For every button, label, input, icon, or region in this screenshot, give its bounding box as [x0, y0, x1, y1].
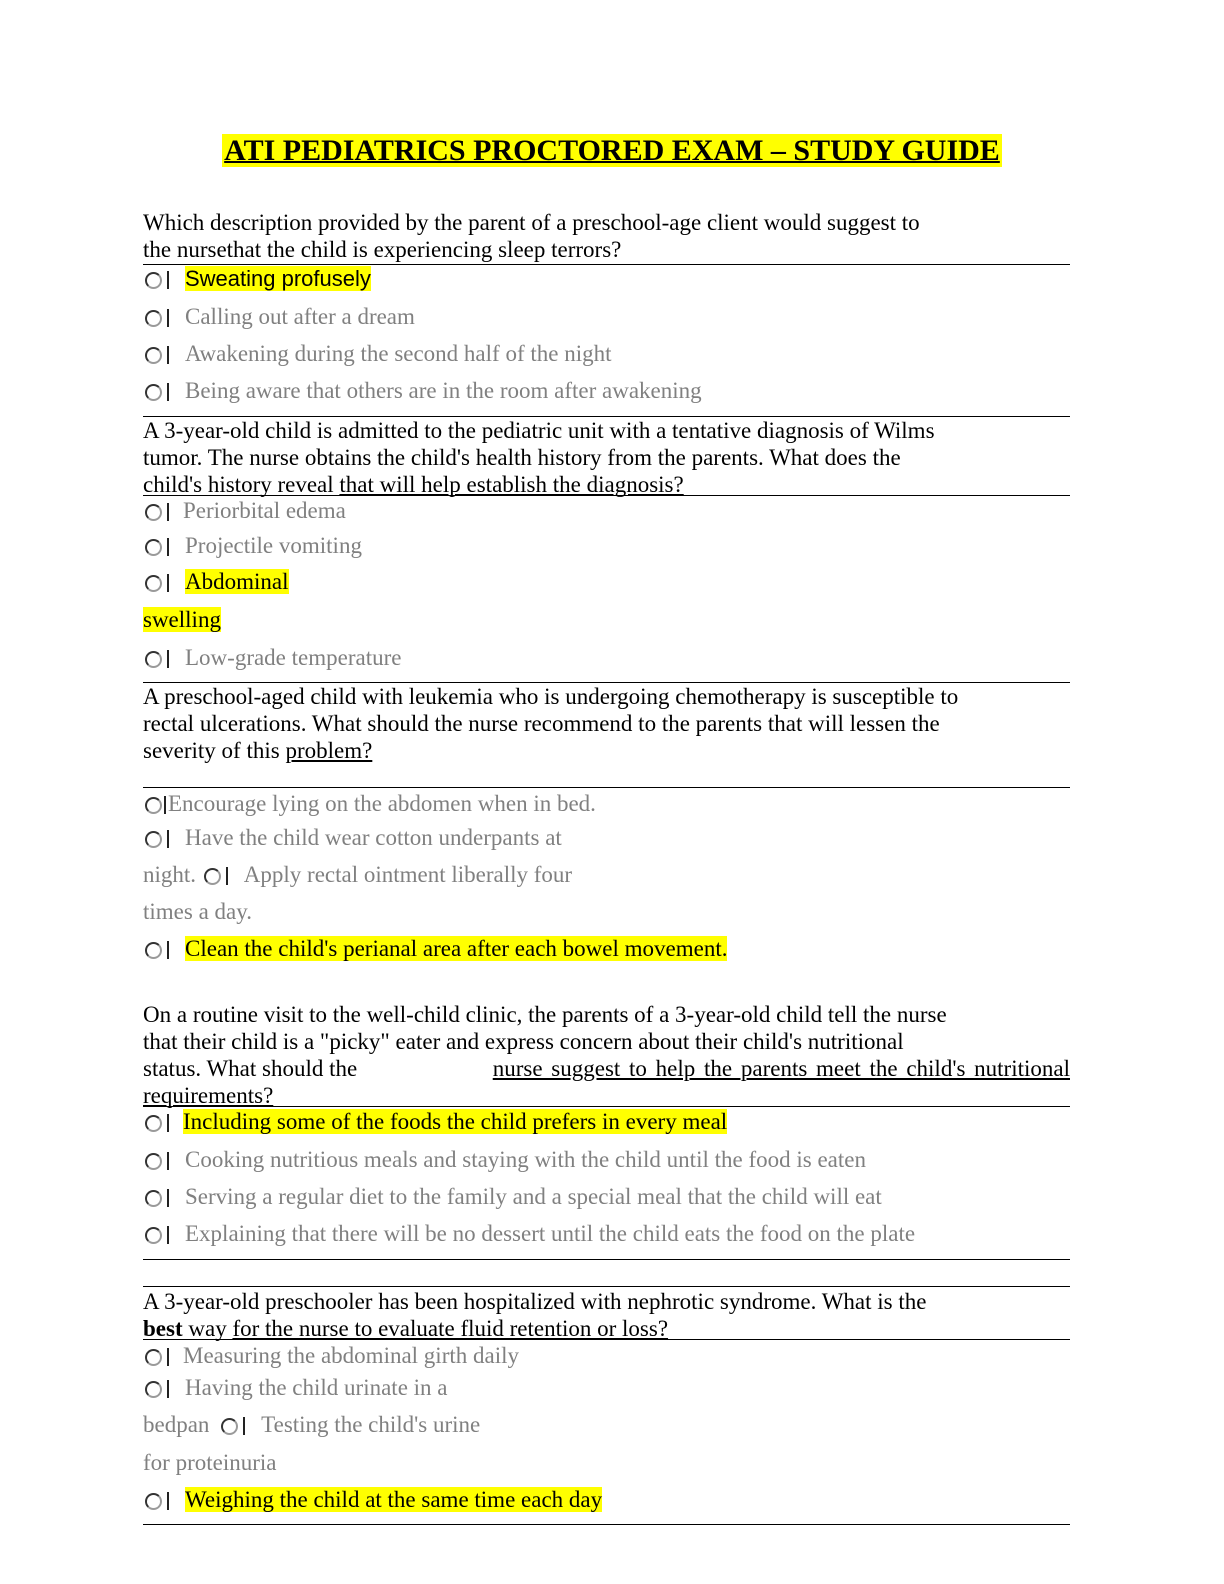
divider [143, 1106, 1070, 1107]
radio-icon[interactable] [145, 1153, 162, 1170]
cursor-bar-icon [167, 383, 169, 401]
answer-option[interactable] [145, 378, 702, 404]
radio-icon[interactable] [145, 310, 162, 327]
radio-icon[interactable] [145, 1381, 162, 1398]
question-5-line-1: A 3-year-old preschooler has been hospitalized with nephrotic syndrome. What is the [143, 1289, 927, 1314]
answer-option[interactable] [145, 304, 415, 330]
answer-text-correct: Sweating profusely [185, 266, 371, 291]
cursor-bar-icon [167, 1189, 169, 1207]
radio-icon[interactable] [145, 797, 162, 814]
question-4-line-4: requirements? [143, 1083, 274, 1108]
question-text: child's history reveal [143, 472, 340, 497]
radio-icon[interactable] [204, 868, 221, 885]
answer-text: Measuring the abdominal girth daily [183, 1343, 519, 1368]
radio-icon[interactable] [145, 384, 162, 401]
answer-text-correct: Abdominal [185, 569, 289, 594]
answer-option[interactable] [145, 645, 401, 671]
question-text-underlined: that will help establish the diagnosis? [339, 472, 684, 497]
question-2-line-3 [143, 471, 684, 498]
divider [143, 1524, 1070, 1525]
cursor-bar-icon [167, 309, 169, 327]
answer-option[interactable] [145, 1221, 915, 1247]
cursor-bar-icon [167, 271, 169, 289]
cursor-bar-icon [167, 650, 169, 668]
question-text: way [182, 1316, 233, 1341]
divider [143, 1286, 1070, 1287]
answer-text: Awakening during the second half of the night [185, 341, 612, 366]
answer-option[interactable] [145, 569, 289, 595]
radio-icon[interactable] [145, 347, 162, 364]
question-text-underlined: nurse suggest to help the parents meet the child's nutritional [492, 1056, 1070, 1081]
radio-icon[interactable] [145, 651, 162, 668]
answer-text: Being aware that others are in the room after awakening [185, 378, 702, 403]
question-2-line-1: A 3-year-old child is admitted to the pediatric unit with a tentative diagnosis of Wilms [143, 418, 935, 443]
answer-text: Have the child wear cotton underpants at [185, 825, 562, 850]
cursor-bar-icon [243, 1417, 245, 1435]
answer-option[interactable] [143, 862, 572, 888]
radio-icon[interactable] [145, 1349, 162, 1366]
cursor-bar-icon [226, 867, 228, 885]
answer-text-correct: Clean the child's perianal area after each bowel movement. [185, 936, 728, 961]
question-5-line-2 [143, 1315, 668, 1342]
cursor-bar-icon [167, 1152, 169, 1170]
answer-option[interactable] [145, 533, 362, 559]
cursor-bar-icon [167, 1492, 169, 1510]
question-4-line-1: On a routine visit to the well-child clinic, the parents of a 3-year-old child tell the nurse [143, 1002, 947, 1027]
answer-text: Apply rectal ointment liberally four [243, 862, 573, 887]
answer-option[interactable] [143, 1412, 480, 1438]
radio-icon[interactable] [221, 1418, 238, 1435]
answer-text: Testing the child's urine [261, 1412, 481, 1437]
page-title: ATI PEDIATRICS PROCTORED EXAM – STUDY GUIDE [224, 134, 1000, 167]
answer-text-correct: Weighing the child at the same time each day [185, 1487, 603, 1512]
answer-text: Encourage lying on the abdomen when in bed. [168, 791, 596, 816]
divider [143, 264, 1070, 265]
cursor-bar-icon [167, 1226, 169, 1244]
cursor-bar-icon [167, 1114, 169, 1132]
question-3-line-3 [143, 737, 372, 764]
divider [143, 787, 1070, 788]
radio-icon[interactable] [145, 272, 162, 289]
answer-text: Low-grade temperature [185, 645, 402, 670]
answer-text: Calling out after a dream [185, 304, 415, 329]
radio-icon[interactable] [145, 1115, 162, 1132]
answer-option[interactable] [145, 1184, 882, 1210]
answer-option[interactable] [145, 1375, 448, 1401]
answer-option[interactable] [145, 1487, 602, 1513]
cursor-bar-icon [164, 796, 166, 814]
radio-icon[interactable] [145, 942, 162, 959]
answer-text: Cooking nutritious meals and staying with the child until the food is eaten [185, 1147, 866, 1172]
radio-icon[interactable] [145, 575, 162, 592]
cursor-bar-icon [167, 830, 169, 848]
answer-option[interactable] [145, 1109, 727, 1135]
answer-text: night. [143, 862, 197, 887]
answer-text: Serving a regular diet to the family and a special meal that the child will eat [185, 1184, 882, 1209]
radio-icon[interactable] [145, 1493, 162, 1510]
question-4-line-3 [143, 1055, 1070, 1082]
answer-text: Having the child urinate in a [185, 1375, 448, 1400]
cursor-bar-icon [167, 538, 169, 556]
cursor-bar-icon [167, 503, 169, 521]
divider [143, 1259, 1070, 1260]
question-text: severity of this [143, 738, 286, 763]
question-text-bold: best [143, 1316, 183, 1341]
answer-text-correct: swelling [143, 607, 221, 632]
answer-text: Explaining that there will be no dessert until the child eats the food on the plate [185, 1221, 916, 1246]
cursor-bar-icon [167, 1348, 169, 1366]
answer-option[interactable] [145, 1343, 519, 1369]
answer-option[interactable] [145, 498, 346, 524]
radio-icon[interactable] [145, 1227, 162, 1244]
cursor-bar-icon [167, 941, 169, 959]
cursor-bar-icon [167, 1380, 169, 1398]
answer-text: Periorbital edema [183, 498, 346, 523]
question-text-underlined: for the nurse to evaluate fluid retention or loss? [232, 1316, 669, 1341]
radio-icon[interactable] [145, 831, 162, 848]
answer-option[interactable] [145, 936, 727, 962]
divider [143, 495, 1070, 496]
answer-text-correct: Including some of the foods the child prefers in every meal [183, 1109, 728, 1134]
question-text-underlined: problem? [285, 738, 373, 763]
question-text: status. What should the [143, 1056, 358, 1081]
answer-option[interactable] [145, 825, 562, 851]
answer-option[interactable] [145, 266, 371, 292]
answer-option[interactable] [145, 341, 611, 367]
answer-option[interactable] [145, 791, 596, 817]
radio-icon[interactable] [145, 504, 162, 521]
radio-icon[interactable] [145, 539, 162, 556]
question-3-line-2: rectal ulcerations. What should the nurse recommend to the parents that will lessen the [143, 711, 940, 736]
question-3-line-1: A preschool-aged child with leukemia who is undergoing chemotherapy is susceptible to [143, 684, 959, 709]
question-1-line-1: Which description provided by the parent of a preschool-age client would suggest to [143, 210, 920, 235]
question-2-line-2: tumor. The nurse obtains the child's health history from the parents. What does the [143, 445, 901, 470]
divider [143, 1339, 1070, 1340]
answer-text-correct-continued [143, 607, 221, 633]
cursor-bar-icon [167, 574, 169, 592]
question-4-line-2: that their child is a "picky" eater and express concern about their child's nutritional [143, 1029, 904, 1054]
answer-text: bedpan [143, 1412, 210, 1437]
answer-option[interactable] [145, 1147, 866, 1173]
question-1-line-2: the nursethat the child is experiencing sleep terrors? [143, 237, 622, 262]
cursor-bar-icon [167, 346, 169, 364]
answer-text-continued: times a day. [143, 899, 253, 924]
radio-icon[interactable] [145, 1190, 162, 1207]
answer-text-continued: for proteinuria [143, 1450, 277, 1475]
answer-text: Projectile vomiting [185, 533, 362, 558]
